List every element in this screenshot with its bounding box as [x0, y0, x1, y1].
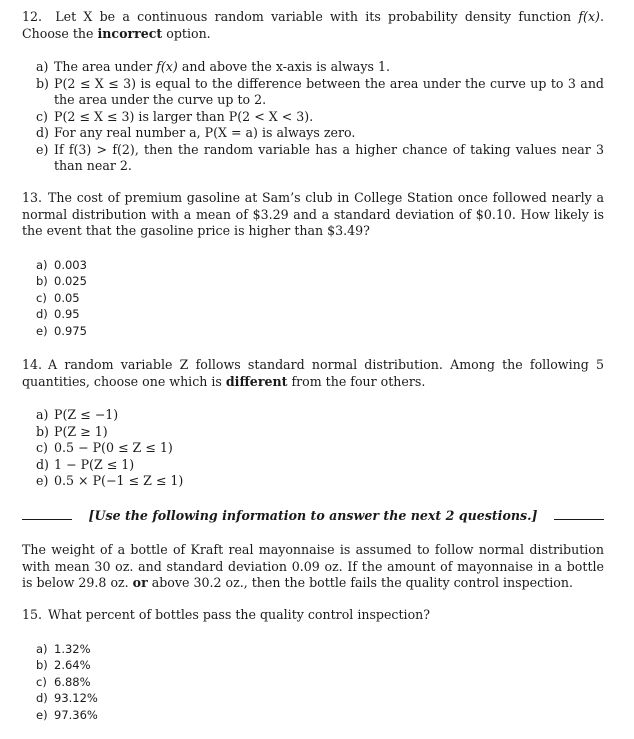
question-15-options [22, 641, 604, 724]
question-13 [22, 190, 604, 339]
question-14-stem: 14. A random variable Z follows standard normal distribution. Among the following 5 quantities, choose one which is different from the four others. [22, 357, 604, 389]
option-c[interactable]: c) 6.88% [36, 674, 91, 689]
option-d[interactable]: d) For any real number a, P(X = a) is always zero. [36, 125, 356, 140]
question-14-options [22, 407, 604, 490]
option-b[interactable]: b) P(2 ≤ X ≤ 3) is equal to the difference between the area under the curve up to 3 and the area under the curve up to 2. [36, 75, 604, 107]
question-number: 14. [22, 357, 43, 372]
option-e[interactable]: e) If f(3) > f(2), then the random variable has a higher chance of taking values near 3 than near 2. [36, 141, 604, 173]
option-d[interactable]: d) 1 − P(Z ≤ 1) [36, 456, 135, 472]
option-e[interactable]: e) 0.975 [36, 323, 87, 338]
option-c[interactable]: c) 0.5 − P(0 ≤ Z ≤ 1) [36, 440, 173, 455]
option-a[interactable]: a) 0.003 [36, 257, 87, 272]
divider-right [554, 519, 604, 520]
option-d[interactable]: d) 0.95 [36, 307, 80, 321]
question-13-options [22, 257, 604, 340]
option-e[interactable]: e) 0.5 × P(−1 ≤ Z ≤ 1) [36, 473, 184, 488]
banner-text: [Use the following information to answer the next 2 questions.] [88, 508, 538, 523]
option-a[interactable]: a) 1.32% [36, 641, 91, 656]
question-12 [22, 9, 604, 175]
question-12-options [22, 59, 604, 175]
instruction-banner [22, 508, 604, 526]
question-number: 12. [22, 9, 43, 24]
option-a[interactable]: a) P(Z ≤ −1) [36, 407, 119, 422]
option-c[interactable]: c) 0.05 [36, 290, 80, 305]
question-number: 13. [22, 190, 43, 205]
option-d[interactable]: d) 93.12% [36, 691, 98, 705]
option-b[interactable]: b) P(Z ≥ 1) [36, 423, 108, 439]
question-15 [22, 607, 604, 723]
question-14 [22, 357, 604, 490]
question-15-stem: 15. What percent of bottles pass the quality control inspection? [22, 607, 431, 622]
option-b[interactable]: b) 0.025 [36, 274, 87, 288]
info-paragraph: The weight of a bottle of Kraft real mayonnaise is assumed to follow normal distribution with mean 30 oz. and standard deviation 0.09 oz. If the amount of mayonnaise in a bottle is below 29.8 oz. or above 30.2 oz., then the bottle fails the quality control inspection. [22, 542, 604, 590]
question-12-stem: 12. Let X be a continuous random variable with its probability density function f(x). Choose the incorrect option. [22, 9, 604, 41]
option-c[interactable]: c) P(2 ≤ X ≤ 3) is larger than P(2 < X < 3). [36, 108, 314, 124]
option-a[interactable]: a) The area under f(x) and above the x-axis is always 1. [36, 59, 391, 74]
question-number: 15. [22, 607, 43, 622]
question-13-stem: 13. The cost of premium gasoline at Sam’s club in College Station once followed nearly a normal distribution with a mean of $3.29 and a standard deviation of $0.10. How likely is the event that the gasoline price is higher than $3.49? [22, 190, 604, 238]
option-b[interactable]: b) 2.64% [36, 658, 91, 672]
option-e[interactable]: e) 97.36% [36, 707, 98, 722]
